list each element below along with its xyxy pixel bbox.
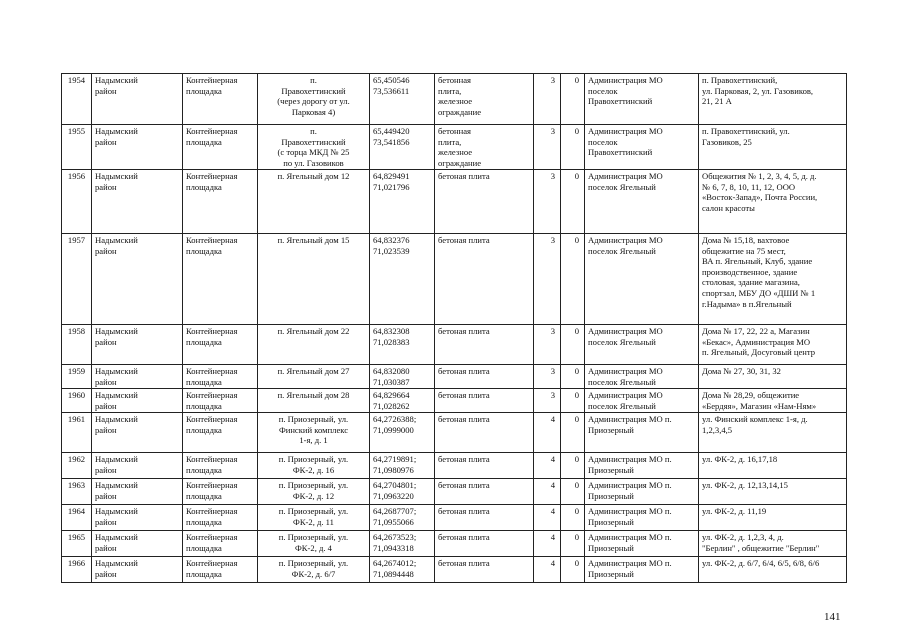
volume-cell: 0 — [561, 505, 585, 531]
address-cell: п. Ягельный дом 15 — [258, 234, 370, 325]
table-row — [62, 557, 847, 583]
address-cell: п. Ягельный дом 12 — [258, 170, 370, 234]
district-cell: Надымский район — [92, 325, 183, 365]
district-cell: Надымский район — [92, 505, 183, 531]
sources-cell: Дома № 17, 22, 22 а, Магазин «Бекас», Администрация МО п. Ягельный, Досуговый центр — [699, 325, 847, 365]
site-type-cell: Контейнерная площадка — [183, 413, 258, 453]
sources-cell: Дома № 28,29, общежитие «Бердяя», Магазин «Нам-Ням» — [699, 389, 847, 413]
owner-cell: Администрация МО поселок Ягельный — [585, 365, 699, 389]
coordinates-cell: 64,832080 71,030387 — [370, 365, 435, 389]
containers-count-cell: 3 — [534, 389, 561, 413]
table-row — [62, 74, 847, 125]
site-type-cell: Контейнерная площадка — [183, 365, 258, 389]
district-cell: Надымский район — [92, 365, 183, 389]
table-row — [62, 453, 847, 479]
volume-cell: 0 — [561, 325, 585, 365]
volume-cell: 0 — [561, 557, 585, 583]
coordinates-cell: 64,2687707; 71,0955066 — [370, 505, 435, 531]
surface-cell: бетоная плита — [435, 531, 534, 557]
coordinates-cell: 64,2726388; 71,0999000 — [370, 413, 435, 453]
surface-cell: бетоная плита — [435, 365, 534, 389]
address-cell: п. Ягельный дом 28 — [258, 389, 370, 413]
containers-count-cell: 3 — [534, 74, 561, 125]
containers-count-cell: 3 — [534, 234, 561, 325]
district-cell: Надымский район — [92, 389, 183, 413]
address-cell: п. Правохеттинский (с торца МКД № 25 по ул. Газовиков — [258, 125, 370, 170]
owner-cell: Администрация МО поселок Ягельный — [585, 389, 699, 413]
containers-count-cell: 4 — [534, 413, 561, 453]
volume-cell: 0 — [561, 125, 585, 170]
owner-cell: Администрация МО поселок Правохеттинский — [585, 74, 699, 125]
surface-cell: бетоная плита — [435, 325, 534, 365]
sources-cell: ул. ФК-2, д. 6/7, 6/4, 6/5, 6/8, 6/6 — [699, 557, 847, 583]
district-cell: Надымский район — [92, 125, 183, 170]
volume-cell: 0 — [561, 453, 585, 479]
surface-cell: бетоная плита — [435, 479, 534, 505]
address-cell: п. Ягельный дом 22 — [258, 325, 370, 365]
site-type-cell: Контейнерная площадка — [183, 505, 258, 531]
row-number: 1957 — [62, 234, 92, 325]
owner-cell: Администрация МО п. Приозерный — [585, 557, 699, 583]
containers-count-cell: 3 — [534, 170, 561, 234]
site-type-cell: Контейнерная площадка — [183, 479, 258, 505]
owner-cell: Администрация МО поселок Ягельный — [585, 234, 699, 325]
table-row — [62, 413, 847, 453]
sources-cell: ул. ФК-2, д. 11,19 — [699, 505, 847, 531]
containers-count-cell: 4 — [534, 557, 561, 583]
surface-cell: бетоная плита — [435, 505, 534, 531]
row-number: 1958 — [62, 325, 92, 365]
table-row — [62, 234, 847, 325]
table-row — [62, 505, 847, 531]
sources-cell: Дома № 27, 30, 31, 32 — [699, 365, 847, 389]
row-number: 1955 — [62, 125, 92, 170]
address-cell: п. Правохеттинский (через дорогу от ул. Парковая 4) — [258, 74, 370, 125]
sources-cell: п. Правохеттинский, ул. Парковая, 2, ул. Газовиков, 21, 21 А — [699, 74, 847, 125]
site-type-cell: Контейнерная площадка — [183, 234, 258, 325]
surface-cell: бетоная плита — [435, 453, 534, 479]
containers-count-cell: 3 — [534, 125, 561, 170]
table-row — [62, 479, 847, 505]
address-cell: п. Приозерный, ул. Финский комплекс 1-я, д. 1 — [258, 413, 370, 453]
containers-count-cell: 3 — [534, 325, 561, 365]
surface-cell: бетоная плита — [435, 234, 534, 325]
volume-cell: 0 — [561, 389, 585, 413]
address-cell: п. Приозерный, ул. ФК-2, д. 12 — [258, 479, 370, 505]
page-number: 141 — [824, 611, 841, 623]
district-cell: Надымский район — [92, 479, 183, 505]
table-row — [62, 531, 847, 557]
document-page — [61, 73, 847, 583]
district-cell: Надымский район — [92, 74, 183, 125]
sources-cell: ул. ФК-2, д. 16,17,18 — [699, 453, 847, 479]
address-cell: п. Ягельный дом 27 — [258, 365, 370, 389]
row-number: 1962 — [62, 453, 92, 479]
containers-count-cell: 4 — [534, 453, 561, 479]
coordinates-cell: 64,2673523; 71,0943318 — [370, 531, 435, 557]
address-cell: п. Приозерный, ул. ФК-2, д. 11 — [258, 505, 370, 531]
coordinates-cell: 64,832308 71,028383 — [370, 325, 435, 365]
table-row — [62, 125, 847, 170]
table-row — [62, 365, 847, 389]
district-cell: Надымский район — [92, 234, 183, 325]
surface-cell: бетоная плита — [435, 389, 534, 413]
address-cell: п. Приозерный, ул. ФК-2, д. 4 — [258, 531, 370, 557]
site-type-cell: Контейнерная площадка — [183, 557, 258, 583]
waste-sites-table — [61, 73, 847, 583]
row-number: 1966 — [62, 557, 92, 583]
containers-count-cell: 3 — [534, 365, 561, 389]
volume-cell: 0 — [561, 365, 585, 389]
coordinates-cell: 64,832376 71,023539 — [370, 234, 435, 325]
containers-count-cell: 4 — [534, 479, 561, 505]
owner-cell: Администрация МО п. Приозерный — [585, 505, 699, 531]
owner-cell: Администрация МО п. Приозерный — [585, 453, 699, 479]
owner-cell: Администрация МО п. Приозерный — [585, 531, 699, 557]
surface-cell: бетоная плита — [435, 170, 534, 234]
coordinates-cell: 64,2719891; 71,0980976 — [370, 453, 435, 479]
surface-cell: бетоная плита — [435, 413, 534, 453]
coordinates-cell: 65,450546 73,536611 — [370, 74, 435, 125]
owner-cell: Администрация МО п. Приозерный — [585, 413, 699, 453]
row-number: 1964 — [62, 505, 92, 531]
containers-count-cell: 4 — [534, 531, 561, 557]
coordinates-cell: 64,2674012; 71,0894448 — [370, 557, 435, 583]
site-type-cell: Контейнерная площадка — [183, 531, 258, 557]
address-cell: п. Приозерный, ул. ФК-2, д. 16 — [258, 453, 370, 479]
row-number: 1959 — [62, 365, 92, 389]
table-row — [62, 170, 847, 234]
row-number: 1963 — [62, 479, 92, 505]
district-cell: Надымский район — [92, 557, 183, 583]
sources-cell: Общежития № 1, 2, 3, 4, 5, д. д. № 6, 7, 8, 10, 11, 12, ООО «Восток-Запад», Почта России, салон красоты — [699, 170, 847, 234]
row-number: 1961 — [62, 413, 92, 453]
coordinates-cell: 64,829664 71,028262 — [370, 389, 435, 413]
row-number: 1956 — [62, 170, 92, 234]
site-type-cell: Контейнерная площадка — [183, 125, 258, 170]
site-type-cell: Контейнерная площадка — [183, 389, 258, 413]
coordinates-cell: 64,829491 71,021796 — [370, 170, 435, 234]
volume-cell: 0 — [561, 413, 585, 453]
owner-cell: Администрация МО п. Приозерный — [585, 479, 699, 505]
site-type-cell: Контейнерная площадка — [183, 453, 258, 479]
sources-cell: п. Правохеттинский, ул. Газовиков, 25 — [699, 125, 847, 170]
surface-cell: бетонная плита, железное ограждание — [435, 74, 534, 125]
owner-cell: Администрация МО поселок Правохеттинский — [585, 125, 699, 170]
volume-cell: 0 — [561, 170, 585, 234]
volume-cell: 0 — [561, 234, 585, 325]
coordinates-cell: 64,2704801; 71,0963220 — [370, 479, 435, 505]
district-cell: Надымский район — [92, 413, 183, 453]
district-cell: Надымский район — [92, 453, 183, 479]
owner-cell: Администрация МО поселок Ягельный — [585, 170, 699, 234]
site-type-cell: Контейнерная площадка — [183, 170, 258, 234]
table-row — [62, 325, 847, 365]
district-cell: Надымский район — [92, 170, 183, 234]
table-row — [62, 389, 847, 413]
address-cell: п. Приозерный, ул. ФК-2, д. 6/7 — [258, 557, 370, 583]
district-cell: Надымский район — [92, 531, 183, 557]
surface-cell: бетонная плита, железное ограждание — [435, 125, 534, 170]
containers-count-cell: 4 — [534, 505, 561, 531]
sources-cell: ул. ФК-2, д. 1,2,3, 4, д. "Берлин" , общежитие "Берлин" — [699, 531, 847, 557]
volume-cell: 0 — [561, 531, 585, 557]
owner-cell: Администрация МО поселок Ягельный — [585, 325, 699, 365]
volume-cell: 0 — [561, 74, 585, 125]
row-number: 1954 — [62, 74, 92, 125]
site-type-cell: Контейнерная площадка — [183, 74, 258, 125]
sources-cell: ул. Финский комплекс 1-я, д. 1,2,3,4,5 — [699, 413, 847, 453]
surface-cell: бетоная плита — [435, 557, 534, 583]
sources-cell: Дома № 15,18, вахтовое общежитие на 75 мест, ВА п. Ягельный, Клуб, здание производственное, здание столовая, здание магазина, спортзал, МБУ ДО «ДШИ № 1 г.Надыма» в п.Ягельный — [699, 234, 847, 325]
row-number: 1960 — [62, 389, 92, 413]
volume-cell: 0 — [561, 479, 585, 505]
site-type-cell: Контейнерная площадка — [183, 325, 258, 365]
row-number: 1965 — [62, 531, 92, 557]
coordinates-cell: 65,449420 73,541856 — [370, 125, 435, 170]
sources-cell: ул. ФК-2, д. 12,13,14,15 — [699, 479, 847, 505]
